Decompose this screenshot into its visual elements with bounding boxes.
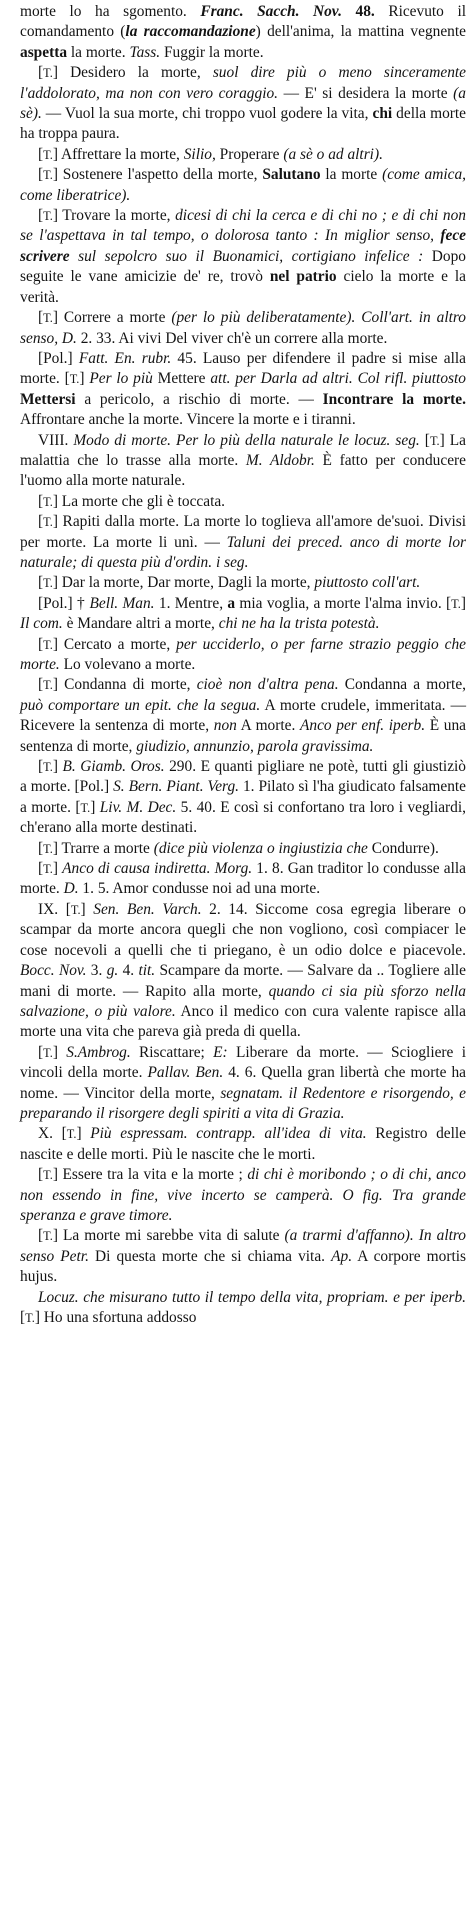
dictionary-paragraph: [T.] S.Ambrog. Riscattare; E: Liberare da morte. — Sciogliere i vincoli della morte. Pallav. Ben. 4. 6. Quella gran libertà che morte ha nome. — Vincitor della morte, segnatam. il Redentore e risorgendo, e preparando il risorgere degli spiriti a vita di Grazia. xyxy=(20,1043,466,1122)
dictionary-paragraph: [T.] Trarre a morte (dice più violenza o ingiustizia che Condurre). xyxy=(38,839,439,857)
dictionary-entry-text xyxy=(20,2,466,1328)
dictionary-paragraph: [T.] Cercato a morte, per ucciderlo, o per farne strazio peggio che morte. Lo volevano a morte. xyxy=(20,635,466,673)
dictionary-paragraph: [T.] La morte che gli è toccata. xyxy=(38,492,226,510)
dictionary-paragraph: [Pol.] Fatt. En. rubr. 45. Lauso per difendere il padre si mise alla morte. [T.] Per lo più Mettere att. per Darla ad altri. Col rifl. piuttosto Mettersi a pericolo, a rischio di morte. — Incontrare la morte. Affrontare anche la morte. Vincere la morte e i tiranni. xyxy=(20,349,466,429)
dictionary-paragraph: [T.] Trovare la morte, dicesi di chi la cerca e di chi no ; e di chi non se l'aspettava in tal tempo, o dolorosa tanto : In miglior senso, fece scrivere sul sepolcro suo il Buonamici, cortigiano infelice : Dopo seguite le vane amicizie de' re, trovò nel patrio cielo la morte e la verità. xyxy=(20,207,467,306)
dictionary-paragraph: [T.] B. Giamb. Oros. 290. E quanti pigliare ne potè, tutti gli giustiziò a morte. [Pol.] S. Bern. Piant. Verg. 1. Pilato sì l'ha giudicato falsamente a morte. [T.] Liv. M. Dec. 5. 40. E così si confortano tra loro i vegliardi, ch'erano alla morte destinati. xyxy=(20,758,467,837)
dictionary-paragraph: morte lo ha sgomento. Franc. Sacch. Nov. 48. Ricevuto il comandamento (la raccomandazione) dell'anima, la mattina vegnente aspetta la morte. Tass. Fuggir la morte. xyxy=(20,3,466,61)
dictionary-paragraph: Locuz. che misurano tutto il tempo della vita, propriam. e per iperb. [T.] Ho una sfortuna addosso xyxy=(20,1288,466,1326)
dictionary-paragraph: [T.] Dar la morte, Dar morte, Dagli la morte, piuttosto coll'art. xyxy=(38,574,421,592)
dictionary-paragraph: [T.] Desidero la morte, suol dire più o meno sinceramente l'addolorato, ma non con vero coraggio. — E' si desidera la morte (a sè). — Vuol la sua morte, chi troppo vuol godere la vita, chi della morte ha troppa paura. xyxy=(20,64,466,143)
dictionary-paragraph: [T.] Affrettare la morte, Silio, Properare (a sè o ad altri). xyxy=(38,145,383,163)
dictionary-paragraph: [Pol.] † Bell. Man. 1. Mentre, a mia voglia, a morte l'alma invio. [T.] Il com. è Mandare altri a morte, chi ne ha la trista potestà. xyxy=(20,594,466,633)
dictionary-paragraph: [T.] Essere tra la vita e la morte ; di chi è moribondo ; o di chi, anco non essendo in fine, vive incerto se camperà. O fig. Tra grande speranza e grave timore. xyxy=(20,1166,466,1224)
dictionary-paragraph: [T.] Correre a morte (per lo più deliberatamente). Coll'art. in altro senso, D. 2. 33. Ai vivi Del viver ch'è un correre alla morte. xyxy=(20,309,466,347)
dictionary-paragraph: [T.] Rapiti dalla morte. La morte lo toglieva all'amore de'suoi. Divisi per morte. La morte li unì. — Taluni dei preced. anco di morte lor naturale; di questa più d'ordin. i seg. xyxy=(20,513,467,571)
dictionary-paragraph: [T.] Anco di causa indiretta. Morg. 1. 8. Gan traditor lo condusse alla morte. D. 1. 5. Amor condusse noi ad una morte. xyxy=(20,860,466,898)
dictionary-paragraph: X. [T.] Più espressam. contrapp. all'idea di vita. Registro delle nascite e delle morti. Più le nascite che le morti. xyxy=(20,1125,466,1163)
dictionary-paragraph: [T.] La morte mi sarebbe vita di salute (a trarmi d'affanno). In altro senso Petr. Di questa morte che si chiama vita. Ap. A corpore mortis hujus. xyxy=(20,1227,467,1286)
dictionary-paragraph: [T.] Sostenere l'aspetto della morte, Salutano la morte (come amica, come liberatrice). xyxy=(20,166,466,204)
dictionary-paragraph: IX. [T.] Sen. Ben. Varch. 2. 14. Siccome cosa egregia liberare o scampar da morte ancora quegli che non vogliono, così compiacer le cose nocevoli a quelli che ti priegano, è un odio dolce e piacevole. Bocc. Nov. 3. g. 4. tit. Scampare da morte. — Salvare da .. Togliere alle mani di morte. — Rapito alla morte, quando ci sia più sforzo nella salvazione, o più valore. Anco il medico con cura valente rapisce alla morte una vita che pareva già preda di quella. xyxy=(20,900,467,1041)
dictionary-paragraph: VIII. Modo di morte. Per lo più della naturale le locuz. seg. [T.] La malattia che lo trasse alla morte. M. Aldobr. È fatto per conducere l'uomo alla morte naturale. xyxy=(20,431,467,490)
dictionary-paragraph: [T.] Condanna di morte, cioè non d'altra pena. Condanna a morte, può comportare un epit. che la segua. A morte crudele, immeritata. — Ricevere la sentenza di morte, non A morte. Anco per enf. iperb. È una sentenza di morte, giudizio, annunzio, parola gravissima. xyxy=(20,676,467,755)
